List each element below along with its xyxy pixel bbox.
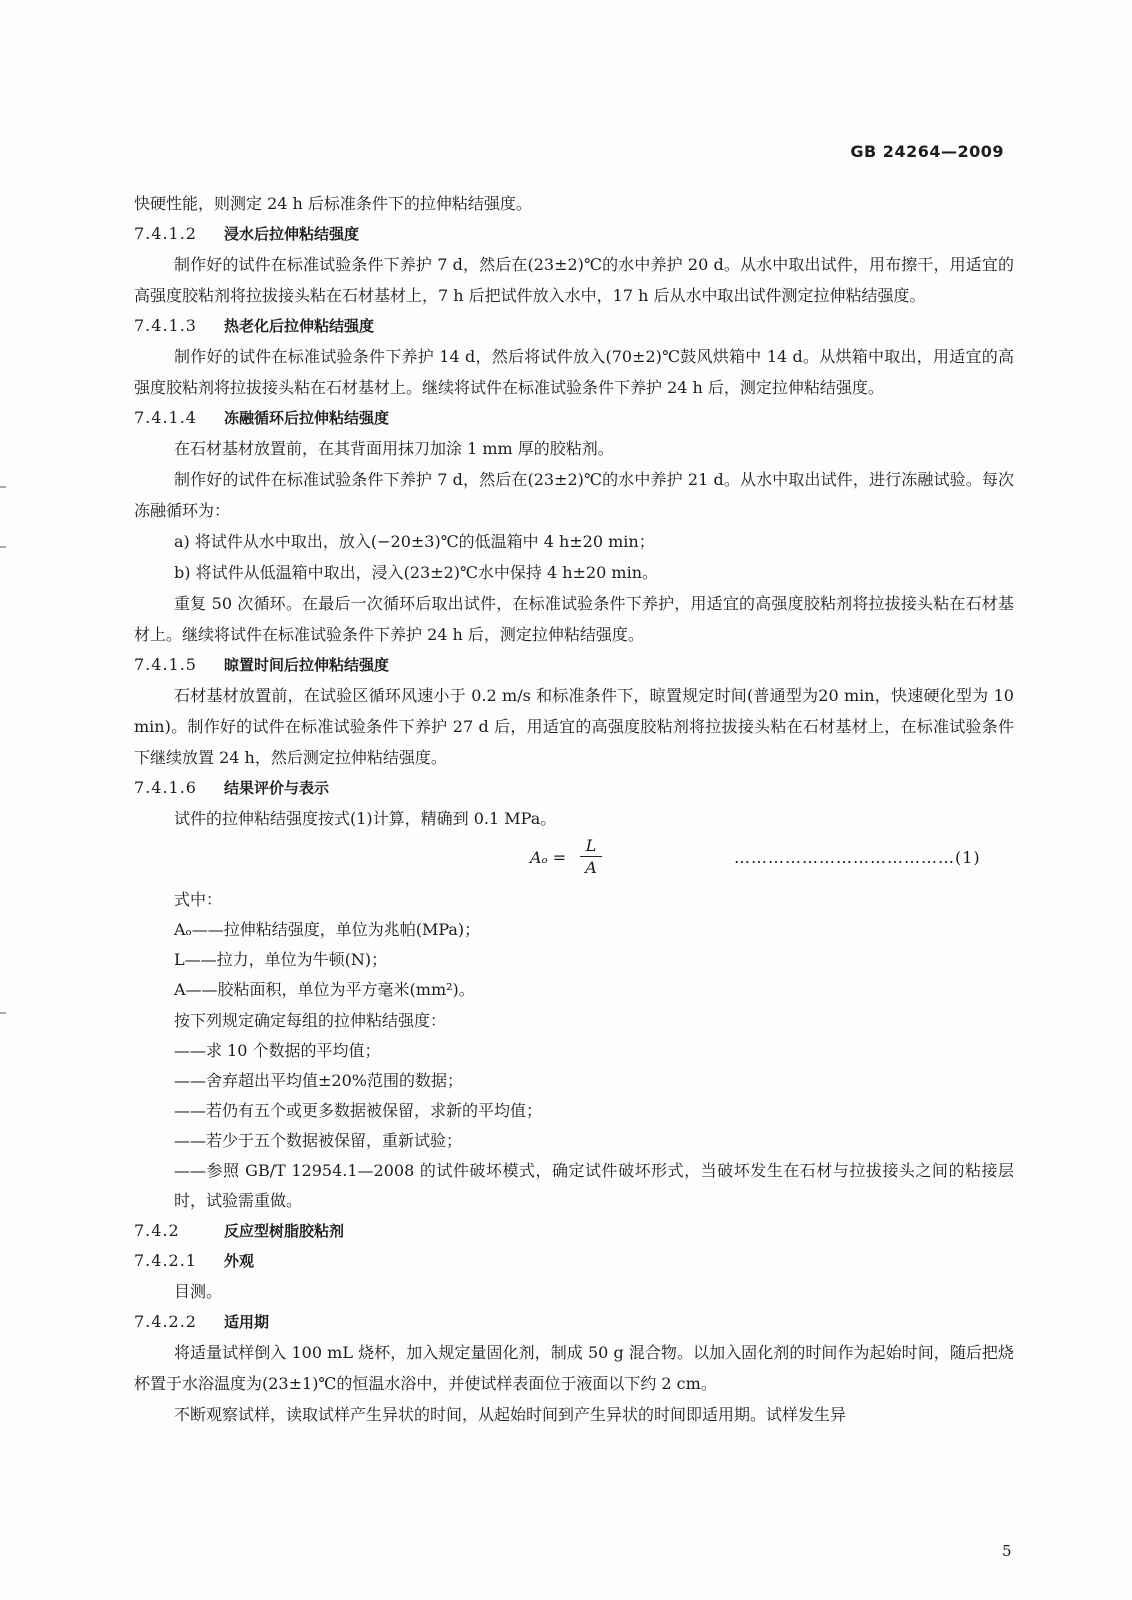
where-label: 式中：: [174, 890, 223, 909]
scan-mark: [0, 546, 6, 548]
clause-number: 7.4.1.6: [134, 778, 197, 797]
paragraph: 快硬性能，则测定 24 h 后标准条件下的拉伸粘结强度。: [134, 194, 532, 213]
scan-mark: [0, 1012, 6, 1014]
clause-number: 7.4.2: [134, 1221, 180, 1240]
page-number: 5: [1002, 1542, 1012, 1560]
clause-number: 7.4.1.2: [134, 224, 197, 243]
paragraph: 制作好的试件在标准试验条件下养护 7 d，然后在(23±2)℃的水中养护 21 d。从水中取出试件，进行冻融试验。每次冻融循环为：: [134, 470, 1014, 520]
clause-title: 浸水后拉伸粘结强度: [224, 225, 360, 243]
formula-fraction: [580, 836, 602, 879]
list-item: a) 将试件从水中取出，放入(−20±3)℃的低温箱中 4 h±20 min；: [174, 532, 655, 551]
variable-definition: Aₒ——拉伸粘结强度，单位为兆帕(MPa)；: [174, 920, 481, 939]
paragraph: 将适量试样倒入 100 mL 烧杯，加入规定量固化剂，制成 50 g 混合物。以加入固化剂的时间作为起始时间，随后把烧杯置于水浴温度为(23±1)℃的恒温水浴中，并使试样表面位于液面以下约 2 cm。: [134, 1343, 1014, 1393]
clause-title: 外观: [224, 1252, 255, 1270]
variable-definition: A——胶粘面积，单位为平方毫米(mm²)。: [174, 980, 475, 999]
clause-heading: [134, 1246, 1014, 1276]
paragraph: 不断观察试样，读取试样产生异状的时间，从起始时间到产生异状的时间即适用期。试样发生异: [174, 1405, 847, 1424]
clause-number: 7.4.1.4: [134, 408, 197, 427]
clause-heading: [134, 1216, 1014, 1246]
clause-number: 7.4.2.1: [134, 1251, 197, 1270]
standard-number: GB 24264—2009: [850, 142, 1004, 161]
clause-number: 7.4.1.5: [134, 655, 197, 674]
formula-numerator: L: [580, 836, 602, 857]
clause-heading: [134, 311, 1014, 341]
formula: [134, 836, 1014, 880]
clause-title: 冻融循环后拉伸粘结强度: [224, 409, 390, 427]
dash-list-item: ——舍弃超出平均值±20%范围的数据；: [174, 1071, 463, 1090]
formula-lhs: Aₒ =: [530, 848, 567, 867]
variable-definition: L——拉力，单位为牛顿(N)；: [174, 950, 388, 969]
paragraph: 按下列规定确定每组的拉伸粘结强度：: [174, 1011, 447, 1030]
page-body: [134, 188, 1014, 1430]
clause-heading: [134, 773, 1014, 803]
paragraph: 石材基材放置前，在试验区循环风速小于 0.2 m/s 和标准条件下，晾置规定时间(普通型为20 min，快速硬化型为 10 min)。制作好的试件在标准试验条件下养护 27 d 后，用适宜的高强度胶粘剂将拉拔接头粘在石材基材上，在标准试验条件下继续放置 24 h，然后测定拉伸粘结强度。: [134, 686, 1014, 767]
paragraph: 重复 50 次循环。在最后一次循环后取出试件，在标准试验条件下养护，用适宜的高强度胶粘剂将拉拔接头粘在石材基材上。继续将试件在标准试验条件下养护 24 h 后，测定拉伸粘结强度。: [134, 594, 1014, 644]
clause-title: 热老化后拉伸粘结强度: [224, 317, 375, 335]
clause-number: 7.4.1.3: [134, 316, 197, 335]
formula-number: …………………………………(1): [734, 848, 981, 867]
clause-heading: [134, 219, 1014, 249]
clause-title: 结果评价与表示: [224, 779, 330, 797]
paragraph: 制作好的试件在标准试验条件下养护 7 d，然后在(23±2)℃的水中养护 20 d。从水中取出试件，用布擦干，用适宜的高强度胶粘剂将拉拔接头粘在石材基材上，7 h 后把试件放入水中，17 h 后从水中取出试件测定拉伸粘结强度。: [134, 255, 1014, 305]
paragraph: 制作好的试件在标准试验条件下养护 14 d，然后将试件放入(70±2)℃鼓风烘箱中 14 d。从烘箱中取出，用适宜的高强度胶粘剂将拉拔接头粘在石材基材上。继续将试件在标准试验条件下养护 24 h 后，测定拉伸粘结强度。: [134, 347, 1014, 397]
formula-denominator: A: [585, 858, 597, 877]
dash-list-item: ——若少于五个数据被保留，重新试验；: [174, 1131, 463, 1150]
clause-title: 晾置时间后拉伸粘结强度: [224, 656, 390, 674]
clause-heading: [134, 1307, 1014, 1337]
clause-heading: [134, 403, 1014, 433]
dash-list-item: ——求 10 个数据的平均值；: [174, 1041, 381, 1060]
clause-heading: [134, 650, 1014, 680]
paragraph: 在石材基材放置前，在其背面用抹刀加涂 1 mm 厚的胶粘剂。: [174, 439, 614, 458]
paragraph: 目测。: [174, 1282, 223, 1301]
list-item: b) 将试件从低温箱中取出，浸入(23±2)℃水中保持 4 h±20 min。: [174, 563, 659, 582]
clause-number: 7.4.2.2: [134, 1312, 197, 1331]
dash-list-item: ——参照 GB/T 12954.1—2008 的试件破坏模式，确定试件破坏形式，当破坏发生在石材与拉拔接头之间的粘接层时，试验需重做。: [174, 1161, 1014, 1210]
scan-mark: [0, 486, 6, 488]
clause-title: 适用期: [224, 1313, 270, 1331]
clause-title: 反应型树脂胶粘剂: [224, 1222, 345, 1240]
dash-list-item: ——若仍有五个或更多数据被保留，求新的平均值；: [174, 1101, 543, 1120]
paragraph: 试件的拉伸粘结强度按式(1)计算，精确到 0.1 MPa。: [174, 809, 557, 828]
